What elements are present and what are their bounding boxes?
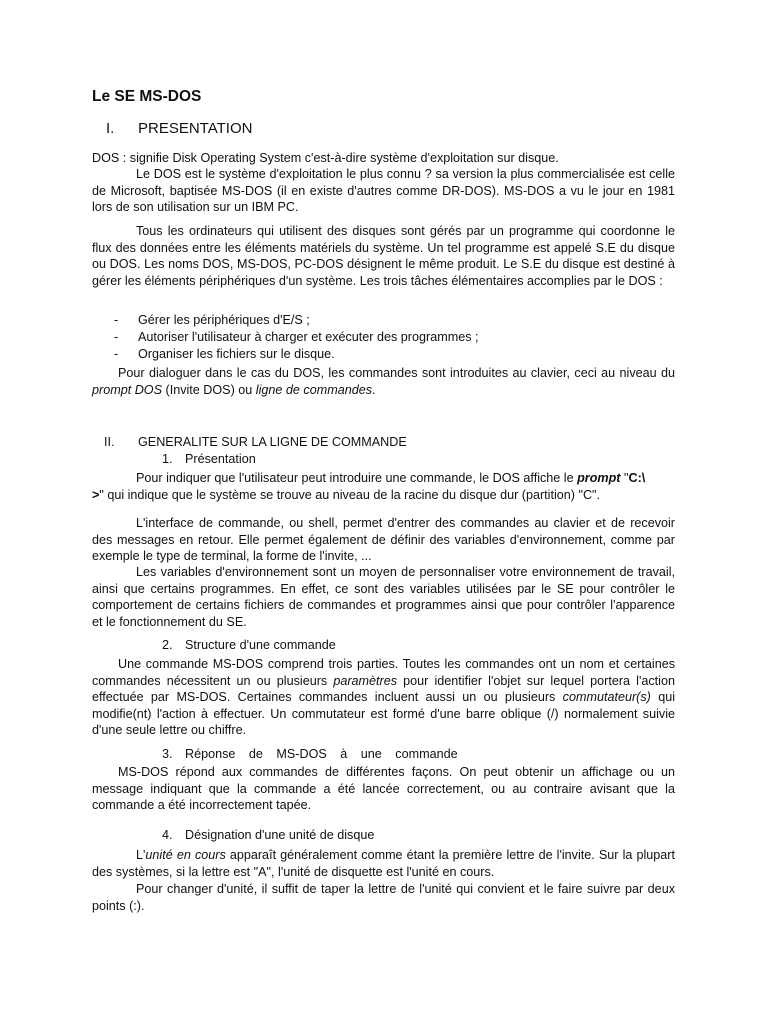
subsection-3-title: Réponse de MS-DOS à une commande xyxy=(185,747,458,761)
subsection-4-number: 4. xyxy=(162,828,173,842)
bullet-marker: - xyxy=(114,313,119,327)
subsection-1-number: 1. xyxy=(162,452,173,466)
prompt-quote: " xyxy=(620,471,629,485)
section-2-number: II. xyxy=(104,435,115,449)
bullet-marker: - xyxy=(114,347,119,361)
drive-text: apparaît généralement comme étant la première lettre de l'invite. Sur la plupart des systèmes, si la lettre est "A", l'unité de disquette est l'unité en cours. xyxy=(92,848,675,879)
env-vars-paragraph: Les variables d'environnement sont un moyen de personnaliser votre environnement de travail, ainsi que certains programmes. En effet, ce sont des variables utilisées par le SE pour contrôler le comportement de certains fichiers de commandes et programmes ainsi que pour contrôler l'apparence et le fonctionnement du SE. xyxy=(92,565,675,629)
structure-text: pour identifier l'objet sur lequel portera l'action effectuée par MS-DOS. Certaines commandes incluent aussi un ou plusieurs xyxy=(92,673,675,705)
subsection-4-title: Désignation d'une unité de disque xyxy=(185,828,375,842)
dos-intro-paragraph: Le DOS est le système d'exploitation le plus connu ? sa version la plus commercialisée est celle de Microsoft, baptisée MS-DOS (il en existe d'autres comme DR-DOS). MS-DOS a vu le jour en 1981 lors de son utilisation sur un IBM PC. xyxy=(92,167,675,215)
document-title: Le SE MS-DOS xyxy=(92,88,202,105)
structure-text: Une commande MS-DOS comprend trois parties. Toutes les commandes ont un nom et certaines commandes nécessitent un ou plusieurs xyxy=(92,657,675,688)
prompt-paragraph xyxy=(92,470,675,503)
dialog-paragraph xyxy=(92,365,675,398)
dos-response-paragraph: MS-DOS répond aux commandes de différentes façons. On peut obtenir un affichage ou un message indiquant que la commande a été lancée correctement, ou au contraire avisant que la commande a été incorrectement tapée. xyxy=(92,765,675,813)
prompt-dos-term: prompt DOS xyxy=(92,382,162,397)
switches-term: commutateur(s) xyxy=(562,690,651,705)
bullet-marker: - xyxy=(114,330,119,344)
command-line-term: ligne de commandes xyxy=(255,382,373,397)
dos-definition: DOS : signifie Disk Operating System c'est-à-dire système d'exploitation sur disque. xyxy=(92,151,559,165)
subsection-3-number: 3. xyxy=(162,747,173,761)
dialog-end: . xyxy=(372,382,376,397)
dos-role-paragraph: Tous les ordinateurs qui utilisent des disques sont gérés par un programme qui coordonne le flux des données entre les éléments matériels du système. Un tel programme est appelé S.E du disque ou DOS. Les noms DOS, MS-DOS, PC-DOS désignent le même produit. Le S.E du disque est destiné à gérer les éléments périphériques d'un système. Les trois tâches élémentaires accomplies par le DOS : xyxy=(92,224,675,288)
subsection-1-title: Présentation xyxy=(185,452,256,466)
bullet-item: Gérer les périphériques d'E/S ; xyxy=(138,313,310,327)
dialog-text: (Invite DOS) ou xyxy=(162,382,256,397)
prompt-text: Pour indiquer que l'utilisateur peut introduire une commande, le DOS affiche le xyxy=(136,471,578,485)
bullet-item: Autoriser l'utilisateur à charger et exécuter des programmes ; xyxy=(138,330,479,344)
bullet-item: Organiser les fichiers sur le disque. xyxy=(138,347,335,361)
change-drive-paragraph: Pour changer d'unité, il suffit de taper la lettre de l'unité qui convient et le faire suivre par deux points (:). xyxy=(92,882,675,913)
section-1-number: I. xyxy=(106,120,115,137)
structure-text: qui modifie(nt) l'action à effectuer. Un commutateur est formé d'une barre oblique (/) normalement suivie d'une seule lettre ou chiffre. xyxy=(92,690,675,738)
parameters-term: paramètres xyxy=(333,673,398,688)
prompt-caret: > xyxy=(92,487,100,502)
current-drive-paragraph xyxy=(92,847,675,880)
section-2-title: GENERALITE SUR LA LIGNE DE COMMANDE xyxy=(138,435,407,449)
section-1-title: PRESENTATION xyxy=(138,120,253,137)
subsection-2-title: Structure d'une commande xyxy=(185,638,336,652)
prompt-term: prompt xyxy=(577,471,621,485)
shell-paragraph: L'interface de commande, ou shell, permet d'entrer des commandes au clavier et de recevoir des messages en retour. Elle permet également de définir des variables d'environnement, comme par exemple le type de terminal, la forme de l'invite, ... xyxy=(92,516,675,564)
prompt-text-end: " qui indique que le système se trouve au niveau de la racine du disque dur (partition) "C". xyxy=(99,487,601,502)
command-structure-paragraph xyxy=(92,656,675,739)
current-drive-term: unité en cours xyxy=(145,848,226,862)
dialog-line-1: Pour dialoguer dans le cas du DOS, les commandes sont introduites au clavier, ceci au niveau du xyxy=(118,366,675,380)
drive-text: L' xyxy=(136,848,146,862)
prompt-drive: C:\ xyxy=(628,471,646,485)
subsection-2-number: 2. xyxy=(162,638,173,652)
